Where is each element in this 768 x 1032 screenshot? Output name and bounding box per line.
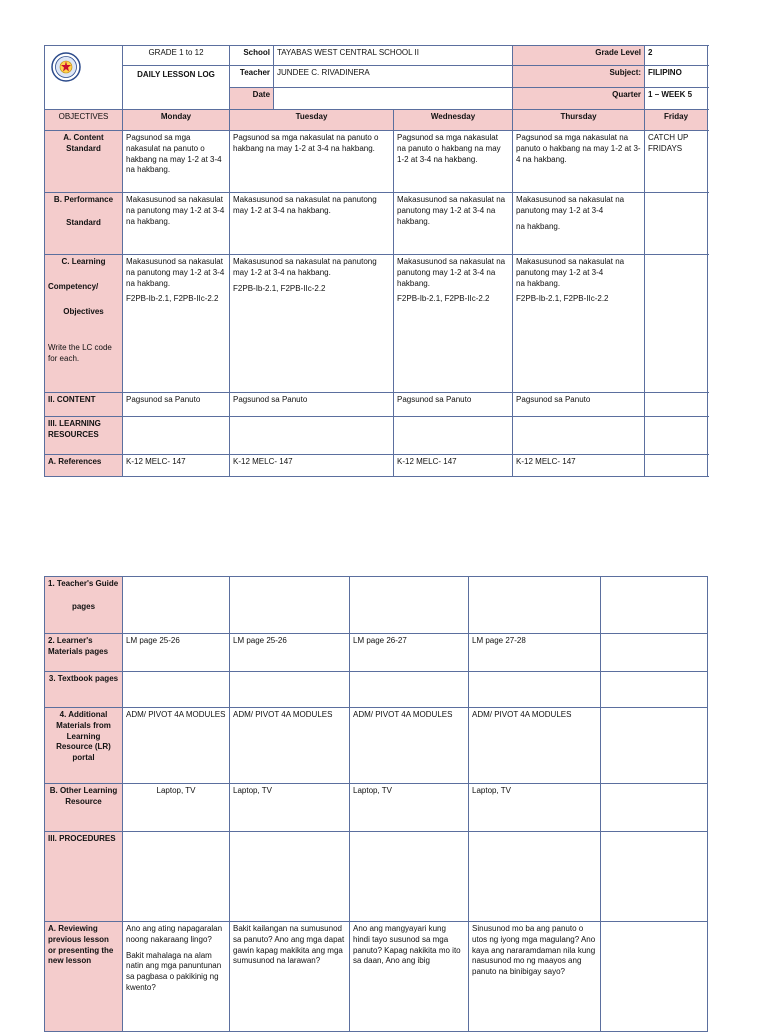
teachers-guide-tue <box>230 577 350 634</box>
performance-standard-label-1: B. Performance <box>53 195 114 204</box>
quarter-label: Quarter <box>513 88 645 110</box>
teachers-guide-label-2: pages <box>71 601 96 611</box>
learning-resources-wed <box>394 417 513 455</box>
grade-level-label: Grade Level <box>513 46 645 66</box>
teachers-guide-thu <box>469 577 601 634</box>
content-fri <box>645 393 708 417</box>
learning-resources-tue <box>230 417 394 455</box>
grade-range-cell <box>123 46 230 66</box>
teacher-value: JUNDEE C. RIVADINERA <box>274 66 513 88</box>
learning-competency-mon-2: F2PB-Ib-2.1, F2PB-IIc-2.2 <box>126 294 219 304</box>
additional-materials-tue: ADM/ PIVOT 4A MODULES <box>230 708 350 784</box>
teachers-guide-wed <box>350 577 469 634</box>
learning-competency-label-2: Competency/ <box>48 281 99 291</box>
learners-materials-thu: LM page 27-28 <box>469 634 601 672</box>
additional-materials-fri <box>601 708 708 784</box>
textbook-mon <box>123 672 230 708</box>
header-logo-cell <box>45 46 123 110</box>
references-label: A. References <box>45 455 123 477</box>
learning-competency-label-4: Write the LC code for each. <box>48 343 112 364</box>
grade-level-value: 2 <box>645 46 708 66</box>
date-label: Date <box>230 88 274 110</box>
learning-competency-mon-1: Makasusunod sa nakasulat na panutong may 1-2 at 3-4 na hakbang. <box>126 257 225 288</box>
learning-competency-label-1: C. Learning <box>61 257 106 266</box>
other-resource-mon: Laptop, TV <box>123 784 230 832</box>
content-standard-mon: Pagsunod sa mga nakasulat na panuto o hakbang na may 1-2 at 3-4 na hakbang. <box>123 131 230 193</box>
teachers-guide-label-1: 1. Teacher's Guide <box>48 579 119 588</box>
lesson-log-table-2 <box>44 576 708 1032</box>
performance-standard-label-2: Standard <box>66 217 101 227</box>
content-standard-tue: Pagsunod sa mga nakasulat na panuto o hakbang na may 1-2 at 3-4 na hakbang. <box>230 131 394 193</box>
procedures-mon <box>123 832 230 922</box>
reviewing-mon <box>123 922 230 1032</box>
learning-competency-wed-2: F2PB-Ib-2.1, F2PB-IIc-2.2 <box>397 294 490 304</box>
other-resource-tue: Laptop, TV <box>230 784 350 832</box>
other-resource-wed: Laptop, TV <box>350 784 469 832</box>
reviewing-thu: Sinusunod mo ba ang panuto o utos ng iyong mga magulang? Ano kaya ang nararamdaman nila kung nasusunod mo ng maayos ang panuto na binibigay sayo? <box>469 922 601 1032</box>
learning-competency-tue-1: Makasusunod sa nakasulat na panutong may 1-2 at 3-4 na hakbang. <box>233 257 377 277</box>
learners-materials-wed: LM page 26-27 <box>350 634 469 672</box>
learning-competency-fri <box>645 255 708 393</box>
learning-competency-wed <box>394 255 513 393</box>
content-mon: Pagsunod sa Panuto <box>123 393 230 417</box>
references-tue: K-12 MELC- 147 <box>230 455 394 477</box>
learning-resources-fri <box>645 417 708 455</box>
friday-header: Friday <box>645 110 708 131</box>
textbook-fri <box>601 672 708 708</box>
performance-standard-thu-2: na hakbang. <box>516 221 561 231</box>
performance-standard-fri <box>645 193 708 255</box>
content-standard-thu: Pagsunod sa mga nakasulat na panuto o hakbang na may 1-2 at 3-4 na hakbang. <box>513 131 645 193</box>
performance-standard-tue: Makasusunod sa nakasulat na panutong may 1-2 at 3-4 na hakbang. <box>230 193 394 255</box>
wednesday-header: Wednesday <box>394 110 513 131</box>
objectives-header: OBJECTIVES <box>45 110 123 131</box>
learning-resources-thu <box>513 417 645 455</box>
reviewing-mon-2: Bakit mahalaga na alam natin ang mga panuntunan sa pagbasa o pakikinig ng kwento? <box>126 950 222 992</box>
learning-competency-label <box>45 255 123 393</box>
reviewing-tue: Bakit kailangan na sumusunod sa panuto? Ano ang mga dapat gawin kapag makikita ang mga sumusunod na larawan? <box>230 922 350 1032</box>
teacher-label: Teacher <box>230 66 274 88</box>
monday-header: Monday <box>123 110 230 131</box>
additional-materials-thu: ADM/ PIVOT 4A MODULES <box>469 708 601 784</box>
learning-competency-thu-2: F2PB-Ib-2.1, F2PB-IIc-2.2 <box>516 294 609 304</box>
learning-competency-thu <box>513 255 645 393</box>
procedures-fri <box>601 832 708 922</box>
subject-label: Subject: <box>513 66 645 88</box>
procedures-thu <box>469 832 601 922</box>
procedures-wed <box>350 832 469 922</box>
learning-competency-label-3: Objectives <box>63 306 104 316</box>
learning-competency-thu-1: Makasusunod sa nakasulat na panutong may 1-2 at 3-4 na hakbang. <box>516 257 625 288</box>
date-value <box>274 88 513 110</box>
content-label: II. CONTENT <box>45 393 123 417</box>
performance-standard-wed: Makasusunod sa nakasulat na panutong may 1-2 at 3-4 na hakbang. <box>394 193 513 255</box>
procedures-tue <box>230 832 350 922</box>
content-standard-wed: Pagsunod sa mga nakasulat na panuto o hakbang na may 1-2 at 3-4 na hakbang. <box>394 131 513 193</box>
learning-competency-tue-2: F2PB-Ib-2.1, F2PB-IIc-2.2 <box>233 283 326 293</box>
additional-materials-wed: ADM/ PIVOT 4A MODULES <box>350 708 469 784</box>
reviewing-fri <box>601 922 708 1032</box>
textbook-thu <box>469 672 601 708</box>
learners-materials-label: 2. Learner's Materials pages <box>45 634 123 672</box>
quarter-value: 1 – WEEK 5 <box>645 88 708 110</box>
learning-resources-mon <box>123 417 230 455</box>
textbook-label: 3. Textbook pages <box>45 672 123 708</box>
learners-materials-fri <box>601 634 708 672</box>
references-wed: K-12 MELC- 147 <box>394 455 513 477</box>
teachers-guide-mon <box>123 577 230 634</box>
performance-standard-thu <box>513 193 645 255</box>
learners-materials-mon: LM page 25-26 <box>123 634 230 672</box>
other-resource-fri <box>601 784 708 832</box>
additional-materials-mon: ADM/ PIVOT 4A MODULES <box>123 708 230 784</box>
performance-standard-label <box>45 193 123 255</box>
content-thu: Pagsunod sa Panuto <box>513 393 645 417</box>
learning-competency-mon <box>123 255 230 393</box>
references-thu: K-12 MELC- 147 <box>513 455 645 477</box>
textbook-tue <box>230 672 350 708</box>
tuesday-header: Tuesday <box>230 110 394 131</box>
lesson-log-table-1 <box>44 45 708 477</box>
other-resource-thu: Laptop, TV <box>469 784 601 832</box>
teachers-guide-fri <box>601 577 708 634</box>
content-standard-label: A. Content Standard <box>45 131 123 193</box>
references-mon: K-12 MELC- 147 <box>123 455 230 477</box>
deped-seal-icon <box>51 52 81 82</box>
reviewing-mon-1: Ano ang ating napagaralan noong nakaraang lingo? <box>126 924 223 944</box>
additional-materials-label: 4. Additional Materials from Learning Resource (LR) portal <box>45 708 123 784</box>
school-label: School <box>230 46 274 66</box>
references-fri <box>645 455 708 477</box>
learners-materials-tue: LM page 25-26 <box>230 634 350 672</box>
thursday-header: Thursday <box>513 110 645 131</box>
subject-value: FILIPINO <box>645 66 708 88</box>
learning-competency-wed-1: Makasusunod sa nakasulat na panutong may 1-2 at 3-4 na hakbang. <box>397 257 506 288</box>
other-resource-label: B. Other Learning Resource <box>45 784 123 832</box>
textbook-wed <box>350 672 469 708</box>
learning-resources-label: III. LEARNING RESOURCES <box>45 417 123 455</box>
grade-range-text: GRADE 1 to 12 <box>148 48 204 57</box>
content-wed: Pagsunod sa Panuto <box>394 393 513 417</box>
reviewing-label: A. Reviewing previous lesson or presenting the new lesson <box>45 922 123 1032</box>
reviewing-wed: Ano ang mangyayari kung hindi tayo susunod sa mga panuto? Kapag nakikita mo ito sa daan, Ano ang ibig <box>350 922 469 1032</box>
teachers-guide-label <box>45 577 123 634</box>
school-value: TAYABAS WEST CENTRAL SCHOOL II <box>274 46 513 66</box>
procedures-label: III. PROCEDURES <box>45 832 123 922</box>
learning-competency-tue <box>230 255 394 393</box>
content-standard-fri: CATCH UP FRIDAYS <box>645 131 708 193</box>
log-title: DAILY LESSON LOG <box>123 66 230 110</box>
content-tue: Pagsunod sa Panuto <box>230 393 394 417</box>
performance-standard-mon: Makasusunod sa nakasulat na panutong may 1-2 at 3-4 na hakbang. <box>123 193 230 255</box>
performance-standard-thu-1: Makasusunod sa nakasulat na panutong may 1-2 at 3-4 <box>516 195 625 215</box>
